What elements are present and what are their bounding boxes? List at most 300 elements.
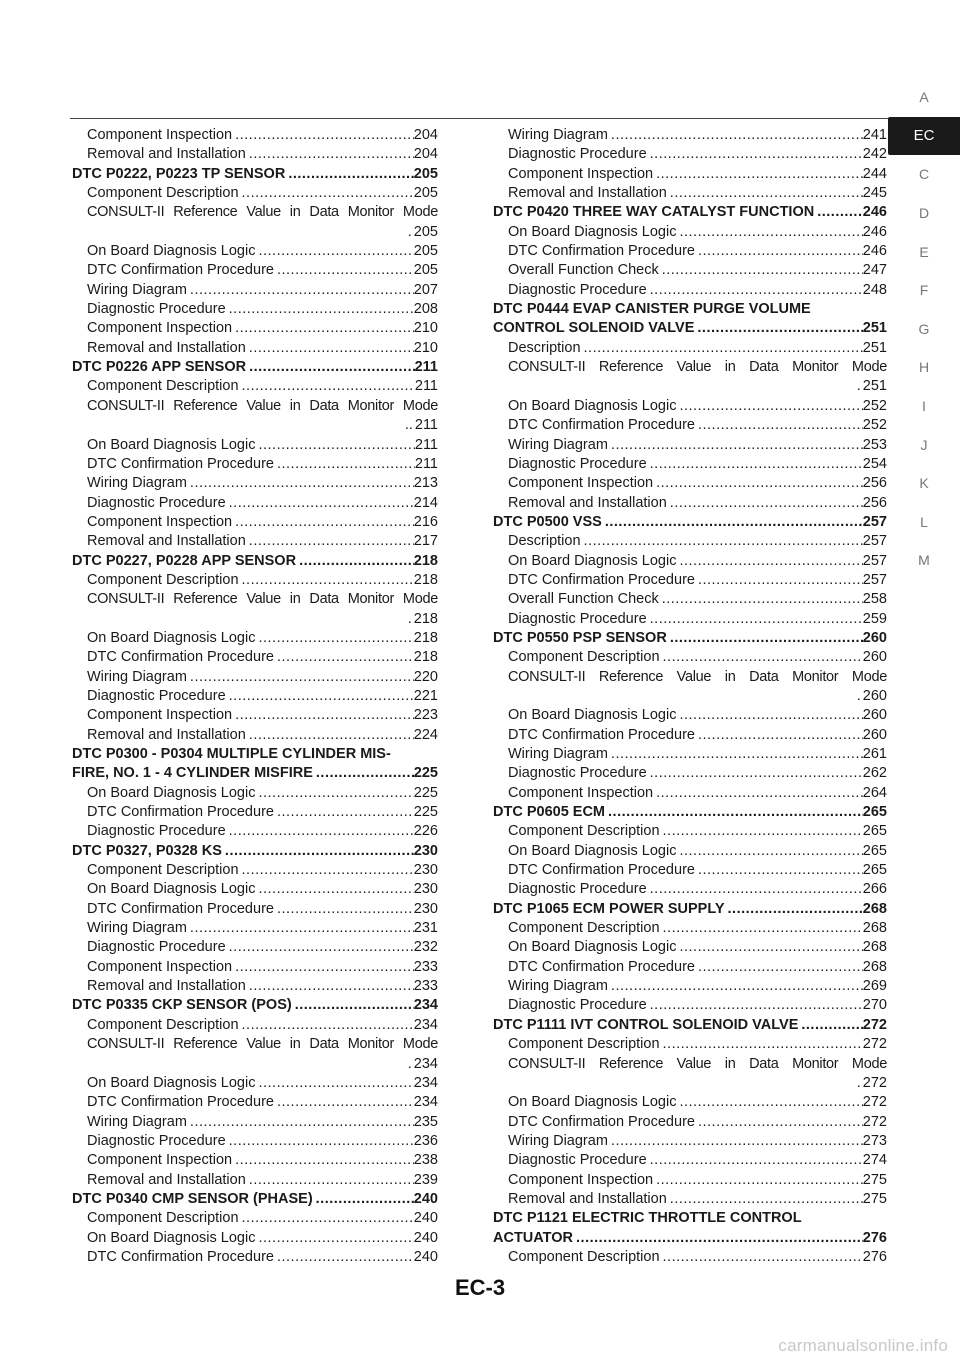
leader-dots	[660, 1248, 863, 1267]
toc-subsection-entry[interactable]	[72, 571, 438, 590]
entry-title: On Board Diagnosis Logic	[508, 707, 677, 724]
leader-dots	[695, 861, 863, 880]
section-tab-c[interactable]: C	[918, 166, 930, 183]
entry-title: Diagnostic Procedure	[87, 1132, 226, 1149]
toc-subsection-entry[interactable]	[72, 203, 438, 242]
page-number-ref: 260	[862, 707, 887, 724]
toc-subsection-entry[interactable]	[72, 1035, 438, 1074]
entry-title: Removal and Installation	[508, 185, 667, 202]
entry-title: Component Inspection	[87, 1152, 233, 1169]
entry-title: Component Description	[508, 649, 660, 666]
toc-subsection-entry[interactable]	[72, 1171, 438, 1190]
leader-dots	[676, 938, 862, 957]
entry-title: DTC Confirmation Procedure	[508, 571, 695, 588]
toc-subsection-entry[interactable]	[72, 1074, 438, 1093]
page-number-ref: 272	[862, 1036, 887, 1053]
entry-title: Overall Function Check	[508, 262, 659, 279]
leader-dots	[187, 281, 414, 300]
toc-subsection-entry[interactable]	[493, 1055, 887, 1094]
toc-section-entry[interactable]	[72, 842, 438, 861]
section-tab-f[interactable]: F	[919, 282, 929, 299]
entry-row	[508, 261, 887, 280]
section-tab-j[interactable]: J	[920, 436, 928, 453]
page-number-ref: 256	[862, 494, 887, 511]
toc-subsection-entry[interactable]	[493, 1113, 887, 1132]
toc-subsection-entry[interactable]	[72, 726, 438, 745]
entry-row	[87, 242, 438, 261]
page-number-ref: 205	[413, 185, 438, 202]
toc-section-entry[interactable]	[72, 165, 438, 184]
toc-subsection-entry[interactable]	[72, 1132, 438, 1151]
entry-title: Wiring Diagram	[87, 281, 187, 298]
toc-subsection-entry[interactable]	[72, 242, 438, 261]
toc-subsection-entry[interactable]	[493, 416, 887, 435]
toc-subsection-entry[interactable]	[493, 261, 887, 280]
leader-dots	[255, 880, 413, 899]
leader-dots	[187, 668, 414, 687]
entry-title: On Board Diagnosis Logic	[87, 1229, 256, 1246]
entry-title: Component Description	[87, 862, 239, 879]
toc-subsection-entry[interactable]	[493, 745, 887, 764]
page-number-ref: 251	[862, 339, 887, 356]
page-number-ref: 213	[413, 475, 438, 492]
page-number-ref: 266	[862, 881, 887, 898]
entry-row	[87, 1074, 438, 1093]
page-number-ref: 261	[862, 746, 887, 762]
entry-title: Wiring Diagram	[508, 127, 608, 143]
entry-page-line	[508, 687, 887, 706]
entry-title: Component Inspection	[87, 513, 233, 530]
toc-subsection-entry[interactable]	[72, 648, 438, 667]
page-number-ref: 247	[862, 262, 887, 279]
entry-row	[508, 726, 887, 745]
leader-dots	[659, 261, 863, 280]
toc-subsection-entry[interactable]	[72, 958, 438, 977]
entry-row	[508, 145, 887, 164]
leader-dots	[676, 223, 862, 242]
toc-subsection-entry[interactable]	[72, 261, 438, 280]
toc-section-entry[interactable]	[493, 203, 887, 222]
page-number-ref: 260	[862, 687, 887, 704]
page-number-ref: 240	[413, 1210, 438, 1227]
leader-dots	[667, 184, 863, 203]
section-tab-i[interactable]: I	[922, 398, 926, 415]
leader-dots	[226, 494, 414, 513]
leader-dots	[694, 319, 862, 338]
page-number-ref: 257	[862, 513, 887, 530]
entry-row	[87, 532, 438, 551]
leader-dots	[667, 1190, 863, 1209]
leader-dots	[274, 261, 414, 280]
page-number-ref: 234	[413, 1074, 438, 1091]
page-number-ref: 230	[413, 842, 438, 859]
toc-subsection-entry[interactable]	[493, 474, 887, 493]
toc-subsection-entry[interactable]	[493, 706, 887, 725]
entry-title: CONSULT-II Reference Value in Data Monitor Mode	[87, 397, 438, 414]
toc-subsection-entry[interactable]	[72, 1209, 438, 1228]
entry-title: CONSULT-II Reference Value in Data Monitor Mode	[87, 204, 438, 221]
toc-subsection-entry[interactable]	[72, 977, 438, 996]
leader-dots	[608, 126, 863, 145]
entry-page-line	[87, 223, 438, 242]
section-tab-k[interactable]: K	[919, 475, 929, 492]
toc-subsection-entry[interactable]	[493, 494, 887, 513]
toc-subsection-entry[interactable]	[493, 996, 887, 1015]
entry-title: On Board Diagnosis Logic	[508, 1094, 677, 1111]
toc-subsection-entry[interactable]	[72, 1113, 438, 1132]
toc-subsection-entry[interactable]	[72, 532, 438, 551]
leader-dots	[653, 784, 863, 803]
toc-subsection-entry[interactable]	[493, 764, 887, 783]
toc-subsection-entry[interactable]	[72, 455, 438, 474]
leader-dots	[573, 1229, 863, 1248]
leader-dots	[274, 1248, 414, 1267]
leader-dots	[647, 1151, 863, 1170]
toc-subsection-entry[interactable]	[493, 436, 887, 455]
page-number-ref: 205	[413, 165, 438, 182]
leader-dots	[676, 706, 862, 725]
page-number-ref: 246	[862, 204, 887, 221]
entry-row	[87, 436, 438, 455]
toc-section-entry[interactable]	[493, 803, 887, 822]
entry-row	[508, 977, 887, 996]
entry-row	[87, 571, 438, 590]
page-number-ref: 246	[862, 223, 887, 240]
entry-title: CONSULT-II Reference Value in Data Monitor Mode	[508, 359, 887, 376]
toc-subsection-entry[interactable]	[493, 552, 887, 571]
toc-subsection-entry[interactable]	[72, 668, 438, 687]
page-number-ref: 210	[413, 339, 438, 356]
entry-title: Diagnostic Procedure	[508, 281, 647, 298]
leader-dots: .	[856, 1074, 861, 1091]
entry-title: Component Description	[508, 1036, 660, 1053]
entry-row	[508, 861, 887, 880]
leader-dots	[255, 1074, 413, 1093]
toc-subsection-entry[interactable]	[493, 1093, 887, 1112]
page-number-ref: 257	[862, 571, 887, 588]
entry-row	[493, 629, 887, 648]
toc-subsection-entry[interactable]	[493, 397, 887, 416]
leader-dots	[246, 145, 414, 164]
leader-dots	[239, 1209, 414, 1228]
toc-subsection-entry[interactable]	[493, 165, 887, 184]
page-number-ref: 239	[413, 1171, 438, 1188]
toc-subsection-entry[interactable]	[493, 1151, 887, 1170]
entry-row	[508, 416, 887, 435]
entry-row	[508, 281, 887, 300]
toc-section-entry[interactable]	[72, 1190, 438, 1209]
leader-dots	[659, 590, 863, 609]
entry-title: DTC P0227, P0228 APP SENSOR	[72, 552, 297, 569]
toc-subsection-entry[interactable]	[72, 339, 438, 358]
entry-row	[72, 552, 438, 571]
entry-page-line	[87, 416, 438, 435]
toc-subsection-entry[interactable]	[72, 822, 438, 841]
toc-subsection-entry[interactable]	[493, 938, 887, 957]
section-tab-h[interactable]: H	[918, 359, 930, 376]
toc-section-entry[interactable]	[72, 552, 438, 571]
toc-subsection-entry[interactable]	[493, 1248, 887, 1267]
leader-dots	[667, 629, 863, 648]
toc-section-entry[interactable]	[493, 513, 887, 532]
entry-row	[87, 977, 438, 996]
toc-subsection-entry[interactable]	[72, 397, 438, 436]
toc-section-entry[interactable]	[493, 629, 887, 648]
toc-subsection-entry[interactable]	[72, 436, 438, 455]
entry-row	[72, 358, 438, 377]
section-tab-g[interactable]: G	[918, 320, 930, 337]
page-number-ref: 231	[413, 920, 438, 937]
toc-subsection-entry[interactable]	[493, 1132, 887, 1151]
page-number-ref: 241	[862, 127, 887, 143]
leader-dots	[798, 1016, 862, 1035]
toc-section-entry[interactable]	[72, 358, 438, 377]
toc-subsection-entry[interactable]	[72, 1093, 438, 1112]
toc-subsection-entry[interactable]	[493, 880, 887, 899]
toc-subsection-entry[interactable]	[72, 784, 438, 803]
leader-dots: ..	[404, 417, 413, 434]
toc-subsection-entry[interactable]	[72, 184, 438, 203]
toc-subsection-entry[interactable]	[493, 842, 887, 861]
toc-subsection-entry[interactable]	[493, 1190, 887, 1209]
page-number-ref: 259	[862, 610, 887, 627]
toc-subsection-entry[interactable]	[72, 1229, 438, 1248]
entry-row	[87, 900, 438, 919]
page-number-ref: 246	[862, 243, 887, 260]
leader-dots	[274, 455, 415, 474]
toc-subsection-entry[interactable]	[72, 629, 438, 648]
toc-subsection-entry[interactable]	[493, 977, 887, 996]
toc-subsection-entry[interactable]	[493, 726, 887, 745]
toc-subsection-entry[interactable]	[493, 668, 887, 707]
page-number-ref: 218	[413, 629, 438, 646]
toc-subsection-entry[interactable]	[493, 358, 887, 397]
toc-subsection-entry[interactable]	[72, 1151, 438, 1170]
toc-subsection-entry[interactable]	[493, 648, 887, 667]
entry-row	[72, 165, 438, 184]
entry-row	[493, 203, 887, 222]
entry-row	[508, 1093, 887, 1112]
toc-subsection-entry[interactable]	[72, 377, 438, 396]
entry-title: DTC P0327, P0328 KS	[72, 842, 222, 859]
toc-subsection-entry[interactable]	[493, 610, 887, 629]
leader-dots	[232, 958, 414, 977]
leader-dots	[187, 1113, 414, 1132]
entry-row	[508, 958, 887, 977]
section-tab-ec[interactable]: EC	[888, 117, 960, 156]
section-tab-a[interactable]: A	[919, 89, 929, 106]
toc-subsection-entry[interactable]	[72, 1016, 438, 1035]
leader-dots	[239, 1016, 414, 1035]
toc-section-entry[interactable]	[493, 300, 887, 339]
entry-row	[493, 803, 887, 822]
entry-title: Component Description	[508, 1248, 660, 1265]
leader-dots	[608, 745, 863, 764]
entry-row	[72, 996, 438, 1015]
entry-row	[87, 938, 438, 957]
toc-subsection-entry[interactable]	[72, 706, 438, 725]
toc-subsection-entry[interactable]	[493, 242, 887, 261]
leader-dots	[602, 513, 863, 532]
page-number-ref: 221	[413, 687, 438, 704]
page-number-ref: 234	[413, 997, 438, 1014]
entry-title: Diagnostic Procedure	[87, 939, 226, 956]
leader-dots	[660, 1035, 863, 1054]
toc-subsection-entry[interactable]	[72, 126, 438, 145]
toc-subsection-entry[interactable]	[72, 938, 438, 957]
entry-title: DTC P0226 APP SENSOR	[72, 359, 247, 376]
entry-row	[87, 1132, 438, 1151]
toc-subsection-entry[interactable]	[72, 513, 438, 532]
page-number-ref: 245	[862, 185, 887, 202]
leader-dots: .	[407, 610, 412, 627]
entry-row	[87, 1248, 438, 1267]
entry-title: Diagnostic Procedure	[508, 881, 647, 898]
entry-title: Diagnostic Procedure	[87, 823, 226, 840]
entry-row	[508, 1190, 887, 1209]
entry-page-line	[87, 1055, 438, 1074]
entry-row	[508, 436, 887, 455]
entry-page-line	[87, 610, 438, 629]
toc-subsection-entry[interactable]	[493, 784, 887, 803]
entry-title-line: DTC P0300 - P0304 MULTIPLE CYLINDER MIS-	[72, 746, 391, 762]
leader-dots	[814, 203, 863, 222]
toc-subsection-entry[interactable]	[72, 300, 438, 319]
entry-row	[508, 1248, 887, 1267]
toc-subsection-entry[interactable]	[72, 687, 438, 706]
section-index-sidebar	[888, 78, 960, 580]
toc-subsection-entry[interactable]	[72, 474, 438, 493]
page-number-ref: 252	[862, 397, 887, 414]
section-tab-m[interactable]: M	[918, 552, 930, 569]
toc-subsection-entry[interactable]	[493, 184, 887, 203]
page-number-ref: 225	[413, 804, 438, 821]
toc-subsection-entry[interactable]	[493, 281, 887, 300]
toc-subsection-entry[interactable]	[72, 590, 438, 629]
entry-title: DTC Confirmation Procedure	[508, 417, 695, 434]
toc-subsection-entry[interactable]	[493, 822, 887, 841]
toc-subsection-entry[interactable]	[72, 880, 438, 899]
page-number-ref: 268	[862, 920, 887, 937]
page-number-ref: 248	[862, 281, 887, 298]
page-number-ref: 236	[413, 1132, 438, 1149]
entry-title: On Board Diagnosis Logic	[87, 881, 256, 898]
leader-dots	[239, 861, 414, 880]
page-number-ref: 216	[413, 513, 438, 530]
entry-title: Component Description	[87, 571, 239, 588]
leader-dots	[647, 996, 863, 1015]
page-number-ref: 251	[862, 320, 887, 337]
toc-subsection-entry[interactable]	[493, 126, 887, 145]
page-number-ref: 238	[413, 1152, 438, 1169]
entry-title: Diagnostic Procedure	[508, 610, 647, 627]
toc-subsection-entry[interactable]	[72, 145, 438, 164]
entry-row	[508, 532, 887, 551]
entry-title: Diagnostic Procedure	[508, 765, 647, 782]
entry-row	[87, 726, 438, 745]
toc-subsection-entry[interactable]	[493, 1171, 887, 1190]
toc-section-entry[interactable]	[493, 1016, 887, 1035]
entry-row	[508, 1132, 887, 1151]
entry-title: DTC Confirmation Procedure	[87, 1094, 274, 1111]
entry-row	[87, 377, 438, 396]
entry-row	[87, 455, 438, 474]
section-tab-l[interactable]: L	[920, 513, 928, 530]
leader-dots	[187, 474, 414, 493]
toc-section-entry[interactable]	[493, 1209, 887, 1248]
entry-row	[508, 165, 887, 184]
leader-dots	[274, 900, 414, 919]
page-number-ref: 211	[414, 417, 438, 434]
toc-subsection-entry[interactable]	[493, 455, 887, 474]
toc-subsection-entry[interactable]	[493, 145, 887, 164]
page-number-ref: 253	[862, 436, 887, 453]
entry-title: DTC Confirmation Procedure	[508, 726, 695, 743]
entry-title: DTC P0500 VSS	[493, 513, 602, 530]
toc-subsection-entry[interactable]	[72, 919, 438, 938]
entry-row	[508, 590, 887, 609]
leader-dots	[695, 571, 863, 590]
toc-subsection-entry[interactable]	[493, 571, 887, 590]
toc-subsection-entry[interactable]	[72, 1248, 438, 1267]
entry-row	[508, 784, 887, 803]
toc-subsection-entry[interactable]	[72, 494, 438, 513]
entry-row	[493, 513, 887, 532]
entry-row	[508, 474, 887, 493]
toc-subsection-entry[interactable]	[493, 339, 887, 358]
toc-subsection-entry[interactable]	[493, 1035, 887, 1054]
entry-row	[87, 126, 438, 145]
entry-row	[508, 552, 887, 571]
page-number-ref: 205	[413, 262, 438, 279]
entry-title: DTC P0335 CKP SENSOR (POS)	[72, 997, 292, 1014]
section-tab-e[interactable]: E	[919, 243, 929, 260]
entry-title: Component Inspection	[508, 1171, 654, 1188]
toc-subsection-entry[interactable]	[72, 281, 438, 300]
toc-subsection-entry[interactable]	[493, 532, 887, 551]
toc-section-entry[interactable]	[72, 996, 438, 1015]
leader-dots	[232, 126, 414, 145]
page-number-ref: 211	[414, 378, 438, 395]
entry-title: Component Inspection	[87, 320, 233, 337]
page-number-ref: 211	[414, 436, 438, 453]
leader-dots	[232, 513, 414, 532]
entry-row	[87, 822, 438, 841]
section-tab-d[interactable]: D	[918, 205, 930, 222]
toc-section-entry[interactable]	[493, 900, 887, 919]
entry-row	[87, 648, 438, 667]
toc-subsection-entry[interactable]	[493, 958, 887, 977]
page-number-ref: 210	[413, 320, 438, 337]
toc-subsection-entry[interactable]	[493, 919, 887, 938]
page-number-ref: 230	[413, 881, 438, 898]
toc-subsection-entry[interactable]	[72, 803, 438, 822]
toc-section-entry[interactable]	[72, 745, 438, 784]
leader-dots	[605, 803, 863, 822]
leader-dots	[608, 977, 863, 996]
entry-title: Component Inspection	[508, 784, 654, 801]
page-number: EC-3	[454, 1275, 506, 1300]
toc-subsection-entry[interactable]	[493, 223, 887, 242]
toc-subsection-entry[interactable]	[72, 900, 438, 919]
page-number-ref: 264	[862, 784, 887, 801]
toc-subsection-entry[interactable]	[493, 861, 887, 880]
page-number-ref: 265	[862, 804, 887, 821]
toc-subsection-entry[interactable]	[493, 590, 887, 609]
toc-subsection-entry[interactable]	[72, 319, 438, 338]
toc-subsection-entry[interactable]	[72, 861, 438, 880]
entry-row	[87, 474, 438, 493]
